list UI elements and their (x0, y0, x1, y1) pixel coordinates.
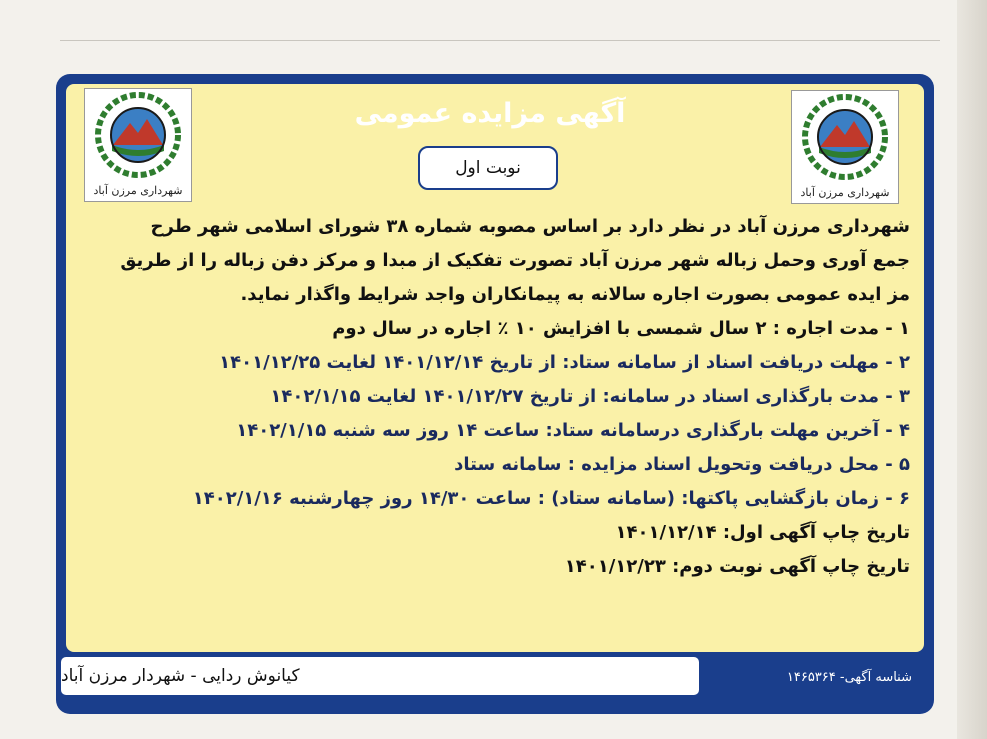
municipality-emblem-icon (792, 91, 898, 183)
ad-body (80, 210, 910, 584)
term-item-3: ۳ - مدت بارگذاری اسناد در سامانه: از تاریخ ۱۴۰۱/۱۲/۲۷ لغایت ۱۴۰۲/۱/۱۵ (270, 386, 910, 407)
ad-id: شناسه آگهی- ۱۴۶۵۳۶۴ (786, 669, 912, 685)
logo-caption-right: شهرداری مرزن آباد (800, 186, 890, 199)
ad-title: آگهی مزایده عمومی (354, 97, 626, 129)
signature-box: کیانوش ردایی - شهردار مرزن آباد (60, 656, 700, 696)
intro-line-2: جمع آوری وحمل زباله شهر مرزن آباد تصورت تفکیک از مبدا و مرکز دفن زباله را از طریق (120, 250, 910, 271)
intro-line-1: شهرداری مرزن آباد در نظر دارد بر اساس مصوبه شماره ۳۸ شورای اسلامی شهر طرح (150, 216, 910, 237)
municipality-logo-right (791, 90, 899, 204)
municipality-emblem-icon (85, 89, 191, 181)
term-item-4: ۴ - آخرین مهلت بارگذاری درسامانه ستاد: ساعت ۱۴ روز سه شنبه ۱۴۰۲/۱/۱۵ (236, 420, 910, 441)
page-rule (60, 40, 940, 41)
intro-line-3: مز ایده عمومی بصورت اجاره سالانه به پیمانکاران واجد شرایط واگذار نماید. (240, 284, 910, 305)
term-item-1: ۱ - مدت اجاره : ۲ سال شمسی با افزایش ۱۰ ٪ اجاره در سال دوم (332, 318, 910, 339)
page-edge (957, 0, 987, 739)
term-item-5: ۵ - محل دریافت وتحویل اسناد مزایده : سامانه ستاد (454, 454, 910, 475)
municipality-logo-left (84, 88, 192, 202)
print-date-second: تاریخ چاپ آگهی نوبت دوم: ۱۴۰۱/۱۲/۲۳ (564, 556, 910, 577)
print-date-first: تاریخ چاپ آگهی اول: ۱۴۰۱/۱۲/۱۴ (615, 522, 910, 543)
logo-caption-left: شهرداری مرزن آباد (93, 184, 183, 197)
term-item-2: ۲ - مهلت دریافت اسناد از سامانه ستاد: از تاریخ ۱۴۰۱/۱۲/۱۴ لغایت ۱۴۰۱/۱۲/۲۵ (219, 352, 910, 373)
term-item-6: ۶ - زمان بازگشایی پاکتها: (سامانه ستاد) : ساعت ۱۴/۳۰ روز چهارشنبه ۱۴۰۲/۱/۱۶ (192, 488, 910, 509)
ad-round-label: نوبت اول (418, 146, 558, 190)
